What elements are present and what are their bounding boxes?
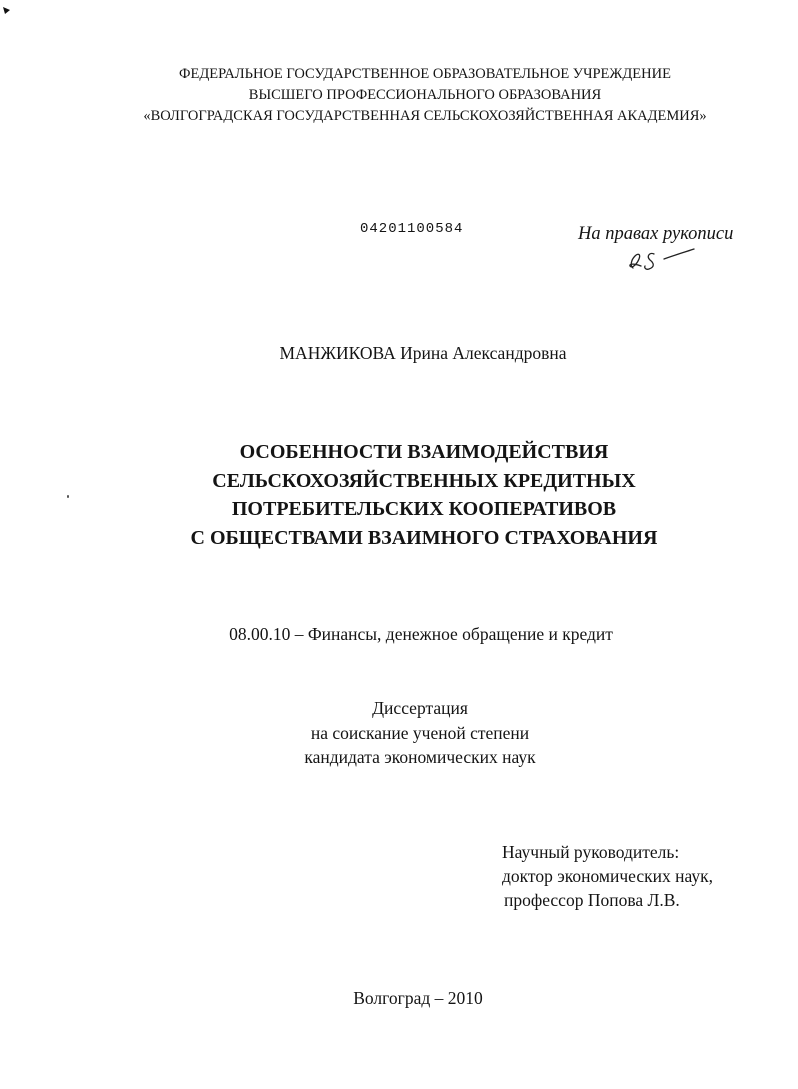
title-line: СЕЛЬСКОХОЗЯЙСТВЕННЫХ КРЕДИТНЫХ [212,469,636,492]
degree-line: на соискание ученой степени [310,722,530,743]
institution-line: «ВОЛГОГРАДСКАЯ ГОСУДАРСТВЕННАЯ СЕЛЬСКОХОЗЯЙСТВЕННАЯ АКАДЕМИЯ» [143,108,707,124]
degree-line: Диссертация [372,698,468,718]
registration-number: 04201100584 [360,221,464,237]
institution-line: ФЕДЕРАЛЬНОЕ ГОСУДАРСТВЕННОЕ ОБРАЗОВАТЕЛЬНОЕ УЧРЕЖДЕНИЕ [179,66,671,82]
advisor-line: профессор Попова Л.В. [504,890,680,910]
scan-corner-mark [2,6,12,16]
specialty-code: 08.00.10 – Финансы, денежное обращение и кредит [229,624,613,644]
title-line: С ОБЩЕСТВАМИ ВЗАИМНОГО СТРАХОВАНИЯ [190,526,658,549]
scientific-advisor [502,840,713,912]
advisor-line: Научный руководитель: [502,842,680,862]
handwritten-signature [624,244,696,274]
title-line: ПОТРЕБИТЕЛЬСКИХ КООПЕРАТИВОВ [231,498,617,520]
scan-speck [67,495,69,498]
city-year: Волгоград – 2010 [353,988,483,1008]
degree-line: кандидата экономических наук [304,747,536,767]
author-name: МАНЖИКОВА Ирина Александровна [279,343,567,363]
title-line: ОСОБЕННОСТИ ВЗАИМОДЕЙСТВИЯ [239,441,609,463]
dissertation-title [99,438,749,552]
advisor-line: доктор экономических наук, [502,866,713,886]
manuscript-note: На правах рукописи [578,224,734,244]
institution-header [75,64,775,127]
institution-line: ВЫСШЕГО ПРОФЕССИОНАЛЬНОГО ОБРАЗОВАНИЯ [248,87,602,103]
degree-statement [120,696,720,770]
